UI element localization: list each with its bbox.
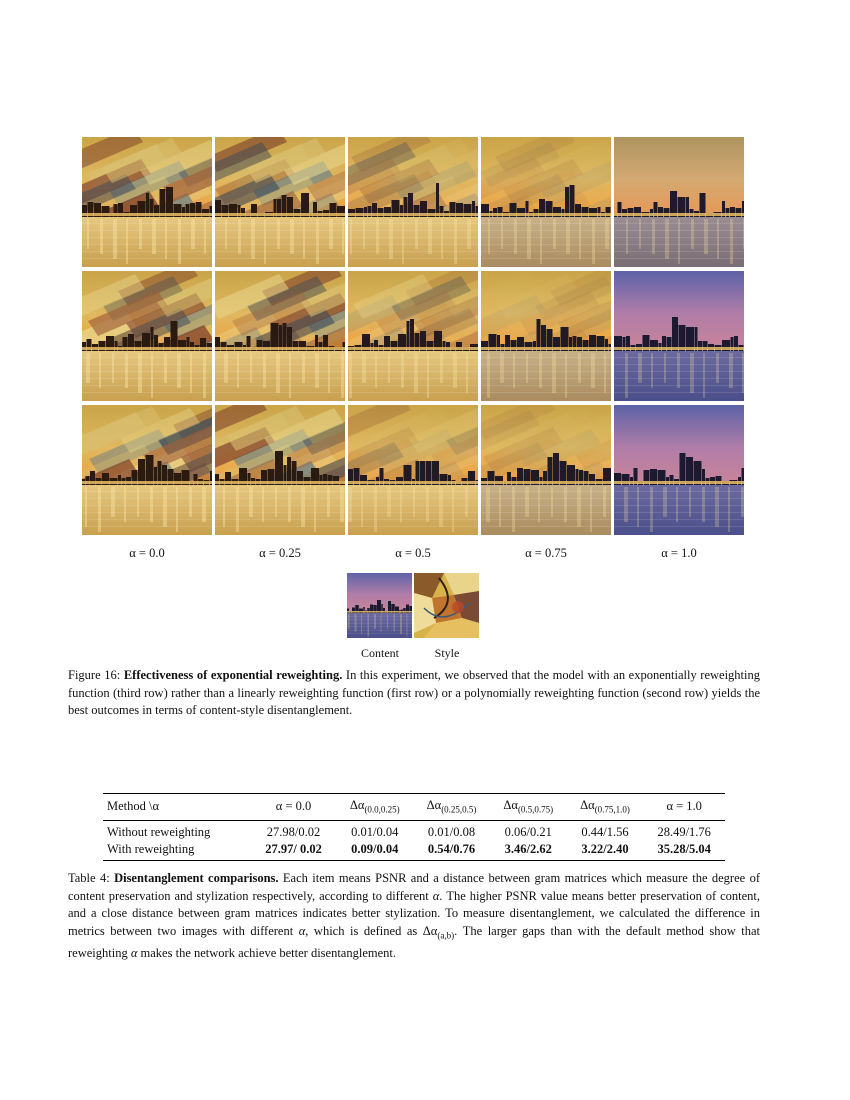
header-alpha1: α = 1.0: [643, 794, 725, 821]
stylized-image: [215, 405, 345, 535]
table-caption-text: makes the network achieve better disentanglement.: [137, 945, 396, 960]
stylized-image: [82, 271, 212, 401]
stylized-image: [614, 405, 744, 535]
table-caption-bold: Disentanglement comparisons.: [114, 871, 279, 885]
row-method: Without reweighting: [107, 824, 211, 839]
header-delta-3: [490, 794, 567, 821]
delta-sub: (0.75,1.0): [594, 804, 630, 815]
stylized-image: [215, 271, 345, 401]
alpha-symbol: α: [298, 923, 306, 938]
stylized-image: [481, 137, 611, 267]
table-cell: 35.28/5.04: [657, 841, 711, 856]
header-delta-4: [567, 794, 644, 821]
stylized-image: [215, 137, 345, 267]
delta-definition-sub: (a,b): [437, 930, 455, 940]
header-delta-1: [336, 794, 413, 821]
table-cell: 0.09/0.04: [351, 841, 399, 856]
alpha-symbol: α: [130, 945, 138, 960]
alpha-label: α = 0.5: [395, 546, 431, 560]
stylized-image: [348, 271, 478, 401]
table-caption-prefix: Table 4:: [68, 871, 115, 885]
reference-labels: [347, 646, 479, 660]
stylized-image: [614, 271, 744, 401]
delta-sub: (0.5,0.75): [517, 804, 554, 815]
alpha-label: α = 0.0: [129, 546, 165, 560]
alpha-label: α = 0.75: [525, 546, 567, 560]
table-cell: 3.22/2.40: [581, 841, 629, 856]
delta-sub: (0.0,0.25): [364, 804, 400, 815]
alpha-symbol: α: [432, 888, 440, 903]
table-cell: 0.44/1.56: [581, 824, 629, 839]
table-caption: [68, 870, 760, 962]
table-cell: 0.01/0.04: [351, 824, 399, 839]
table-caption-text: . The larger gaps than with the default method show that reweighting: [68, 923, 760, 960]
header-alpha0: α = 0.0: [251, 794, 337, 821]
table-cell: 0.06/0.21: [504, 824, 552, 839]
stylized-image: [348, 137, 478, 267]
stylized-image: [82, 137, 212, 267]
table-caption-text: Each item means PSNR and a distance between gram matrices which measure the degree of content preservation and stylization respectively, according to different: [68, 871, 760, 903]
stylization-grid: [82, 137, 744, 535]
style-label: Style: [434, 646, 460, 660]
header-method: Method \α: [103, 794, 251, 821]
delta-symbol: Δα: [426, 798, 442, 812]
table-row: [103, 820, 725, 841]
table-caption-text: , which is defined as: [305, 923, 423, 938]
table-row: [103, 841, 725, 861]
alpha-label: α = 0.25: [259, 546, 301, 560]
alpha-label: α = 1.0: [661, 546, 697, 560]
content-image: [347, 573, 412, 638]
reference-images: [347, 573, 479, 638]
delta-symbol: Δα: [503, 798, 518, 812]
delta-symbol: Δα: [349, 798, 365, 812]
table-cell: 28.49/1.76: [657, 824, 711, 839]
table-cell: 0.54/0.76: [427, 841, 476, 856]
disentanglement-table: [103, 793, 725, 861]
table-cell: 3.46/2.62: [504, 841, 552, 856]
delta-definition: Δα: [422, 923, 438, 938]
stylized-image: [481, 271, 611, 401]
delta-symbol: Δα: [580, 798, 595, 812]
stylized-image: [481, 405, 611, 535]
content-label: Content: [361, 646, 399, 660]
figure-caption-bold: Effectiveness of exponential reweighting.: [123, 668, 343, 682]
figure-caption-prefix: Figure 16:: [68, 668, 124, 682]
table-cell: 27.98/0.02: [266, 824, 321, 839]
stylized-image: [82, 405, 212, 535]
figure-caption-text: In this experiment, we observed that the model with an exponentially reweighting function (third row) rather than a linearly reweighting function (first row) or a polynomially reweighting function (second row) yields the best outcomes in terms of content-style disentanglement.: [68, 668, 761, 717]
row-method: With reweighting: [107, 841, 195, 856]
alpha-labels: [82, 546, 744, 562]
table-cell: 0.01/0.08: [427, 824, 476, 839]
delta-sub: (0.25,0.5): [441, 804, 477, 815]
stylized-image: [348, 405, 478, 535]
figure-caption: [68, 667, 760, 720]
style-image: [414, 573, 479, 638]
table-cell: 27.97/ 0.02: [265, 841, 322, 856]
header-delta-2: [413, 794, 490, 821]
stylized-image: [614, 137, 744, 267]
table-caption-text: . The higher PSNR value means better preservation of content, and a close distance between gram matrices indicates better stylization. To measure disentanglement, we calculated the difference in metrics between two images with different: [68, 888, 761, 938]
